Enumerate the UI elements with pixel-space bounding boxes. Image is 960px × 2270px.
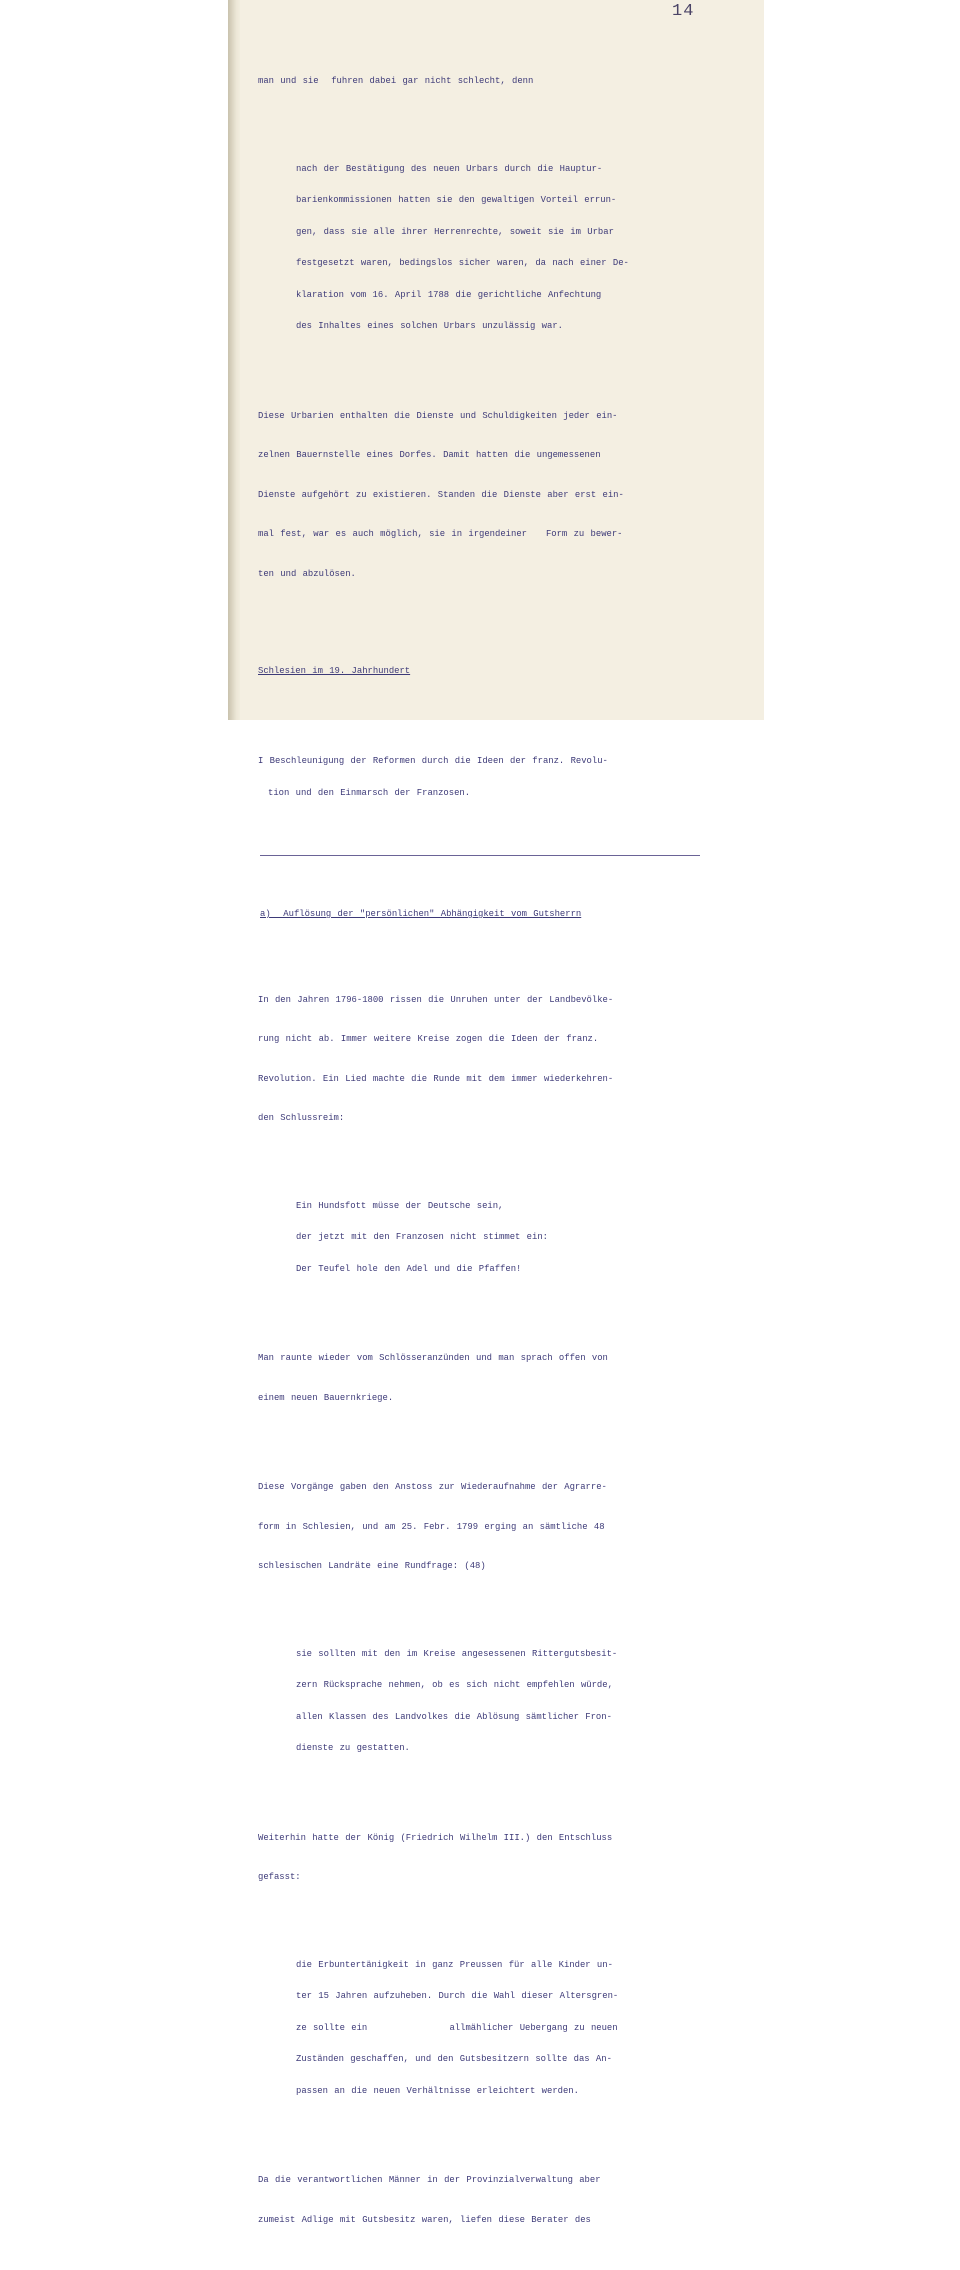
text-line: allen Klassen des Landvolkes die Ablösung sämtlicher Fron-: [296, 1711, 612, 1722]
text-line: man und sie fuhren dabei gar nicht schlecht, denn: [258, 76, 534, 86]
text-line: tion und den Einmarsch der Franzosen.: [268, 787, 471, 798]
paragraph-koenig: [258, 1809, 758, 1908]
paragraph-rundfrage: [258, 1458, 758, 1597]
text-line: Ein Hundsfott müsse der Deutsche sein,: [296, 1200, 504, 1211]
paragraph-urbarien: [258, 387, 758, 605]
text-line: schlesischen Landräte eine Rundfrage: (48): [258, 1561, 486, 1571]
text-line: ten und abzulösen.: [258, 568, 356, 579]
subsection-heading-text: a) Auflösung der "persönlichen" Abhängigkeit vom Gutsherrn: [260, 909, 582, 919]
divider-rule: [260, 855, 700, 856]
text-line: ter 15 Jahren aufzuheben. Durch die Wahl dieser Altersgren-: [296, 1991, 619, 2001]
text-line: gen, dass sie alle ihrer Herrenrechte, soweit sie im Urbar: [296, 226, 614, 237]
quotation-block-lied: [296, 1181, 758, 1296]
text-line: zern Rücksprache nehmen, ob es sich nicht empfehlen würde,: [296, 1680, 613, 1690]
text-line: barienkommissionen hatten sie den gewaltigen Vorteil errun-: [296, 195, 617, 205]
paragraph-bauernkrieg: [258, 1329, 758, 1428]
text-line: In den Jahren 1796-1800 rissen die Unruhen unter der Landbevölke-: [258, 994, 614, 1005]
text-line: klaration vom 16. April 1788 die gerichtliche Anfechtung: [296, 289, 602, 300]
text-line: form in Schlesien, und am 25. Febr. 1799 erging an sämtliche 48: [258, 1521, 605, 1532]
text-line: festgesetzt waren, bedingslos sicher waren, da nach einer De-: [296, 258, 629, 268]
text-line: ze sollte ein allmählicher Uebergang zu neuen: [296, 2022, 618, 2033]
text-line: Da die verantwortlichen Männer in der Provinzialverwaltung aber: [258, 2175, 601, 2185]
quotation-block-erbuntertaenigkeit: [296, 1940, 758, 2118]
text-line: Der Teufel hole den Adel und die Pfaffen!: [296, 1263, 522, 1274]
text-line: des Inhaltes eines solchen Urbars unzulässig war.: [296, 321, 563, 331]
text-line: nach der Bestätigung des neuen Urbars durch die Hauptur-: [296, 163, 603, 174]
text-line: Dienste aufgehört zu existieren. Standen die Dienste aber erst ein-: [258, 489, 624, 500]
text-line: Zuständen geschaffen, und den Gutsbesitzern sollte das An-: [296, 2054, 612, 2064]
section-i-heading: [258, 736, 758, 819]
opening-line: [258, 52, 758, 112]
subsection-a-heading: [260, 889, 758, 941]
quotation-block-urbar: [296, 144, 758, 353]
paragraph-provinzialverwaltung: [258, 2151, 758, 2250]
text-line: passen an die neuen Verhältnisse erleichtert werden.: [296, 2085, 579, 2096]
text-line: dienste zu gestatten.: [296, 1743, 410, 1753]
text-line: einem neuen Bauernkriege.: [258, 1392, 394, 1403]
page-number: 14: [672, 2, 695, 21]
text-line: gefasst:: [258, 1872, 301, 1882]
quotation-block-rundfrage: [296, 1629, 758, 1775]
section-heading: [258, 646, 758, 696]
text-line: Weiterhin hatte der König (Friedrich Wilhelm III.) den Entschluss: [258, 1832, 613, 1843]
text-line: Revolution. Ein Lied machte die Runde mit dem immer wiederkehren-: [258, 1073, 614, 1084]
paragraph-unruhen: [258, 971, 758, 1149]
text-line: den Schlussreim:: [258, 1113, 345, 1123]
text-line: zumeist Adlige mit Gutsbesitz waren, liefen diese Berater des: [258, 2214, 591, 2225]
text-line: zelnen Bauernstelle eines Dorfes. Damit hatten die ungemessenen: [258, 450, 601, 460]
document-text: [258, 22, 758, 2270]
section-heading-text: Schlesien im 19. Jahrhundert: [258, 666, 411, 676]
text-line: Diese Urbarien enthalten die Dienste und Schuldigkeiten jeder ein-: [258, 410, 618, 421]
text-line: der jetzt mit den Franzosen nicht stimmet ein:: [296, 1232, 548, 1242]
text-line: sie sollten mit den im Kreise angesessenen Rittergutsbesit-: [296, 1648, 618, 1659]
text-line: Man raunte wieder vom Schlösseranzünden und man sprach offen von: [258, 1353, 608, 1363]
text-line: I Beschleunigung der Reformen durch die Ideen der franz. Revolu-: [258, 756, 608, 766]
text-line: Diese Vorgänge gaben den Anstoss zur Wiederaufnahme der Agrarre-: [258, 1482, 607, 1492]
text-line: die Erbuntertänigkeit in ganz Preussen für alle Kinder un-: [296, 1959, 613, 1970]
text-line: rung nicht ab. Immer weitere Kreise zogen die Ideen der franz.: [258, 1034, 599, 1044]
text-line: mal fest, war es auch möglich, sie in irgendeiner Form zu bewer-: [258, 529, 623, 539]
